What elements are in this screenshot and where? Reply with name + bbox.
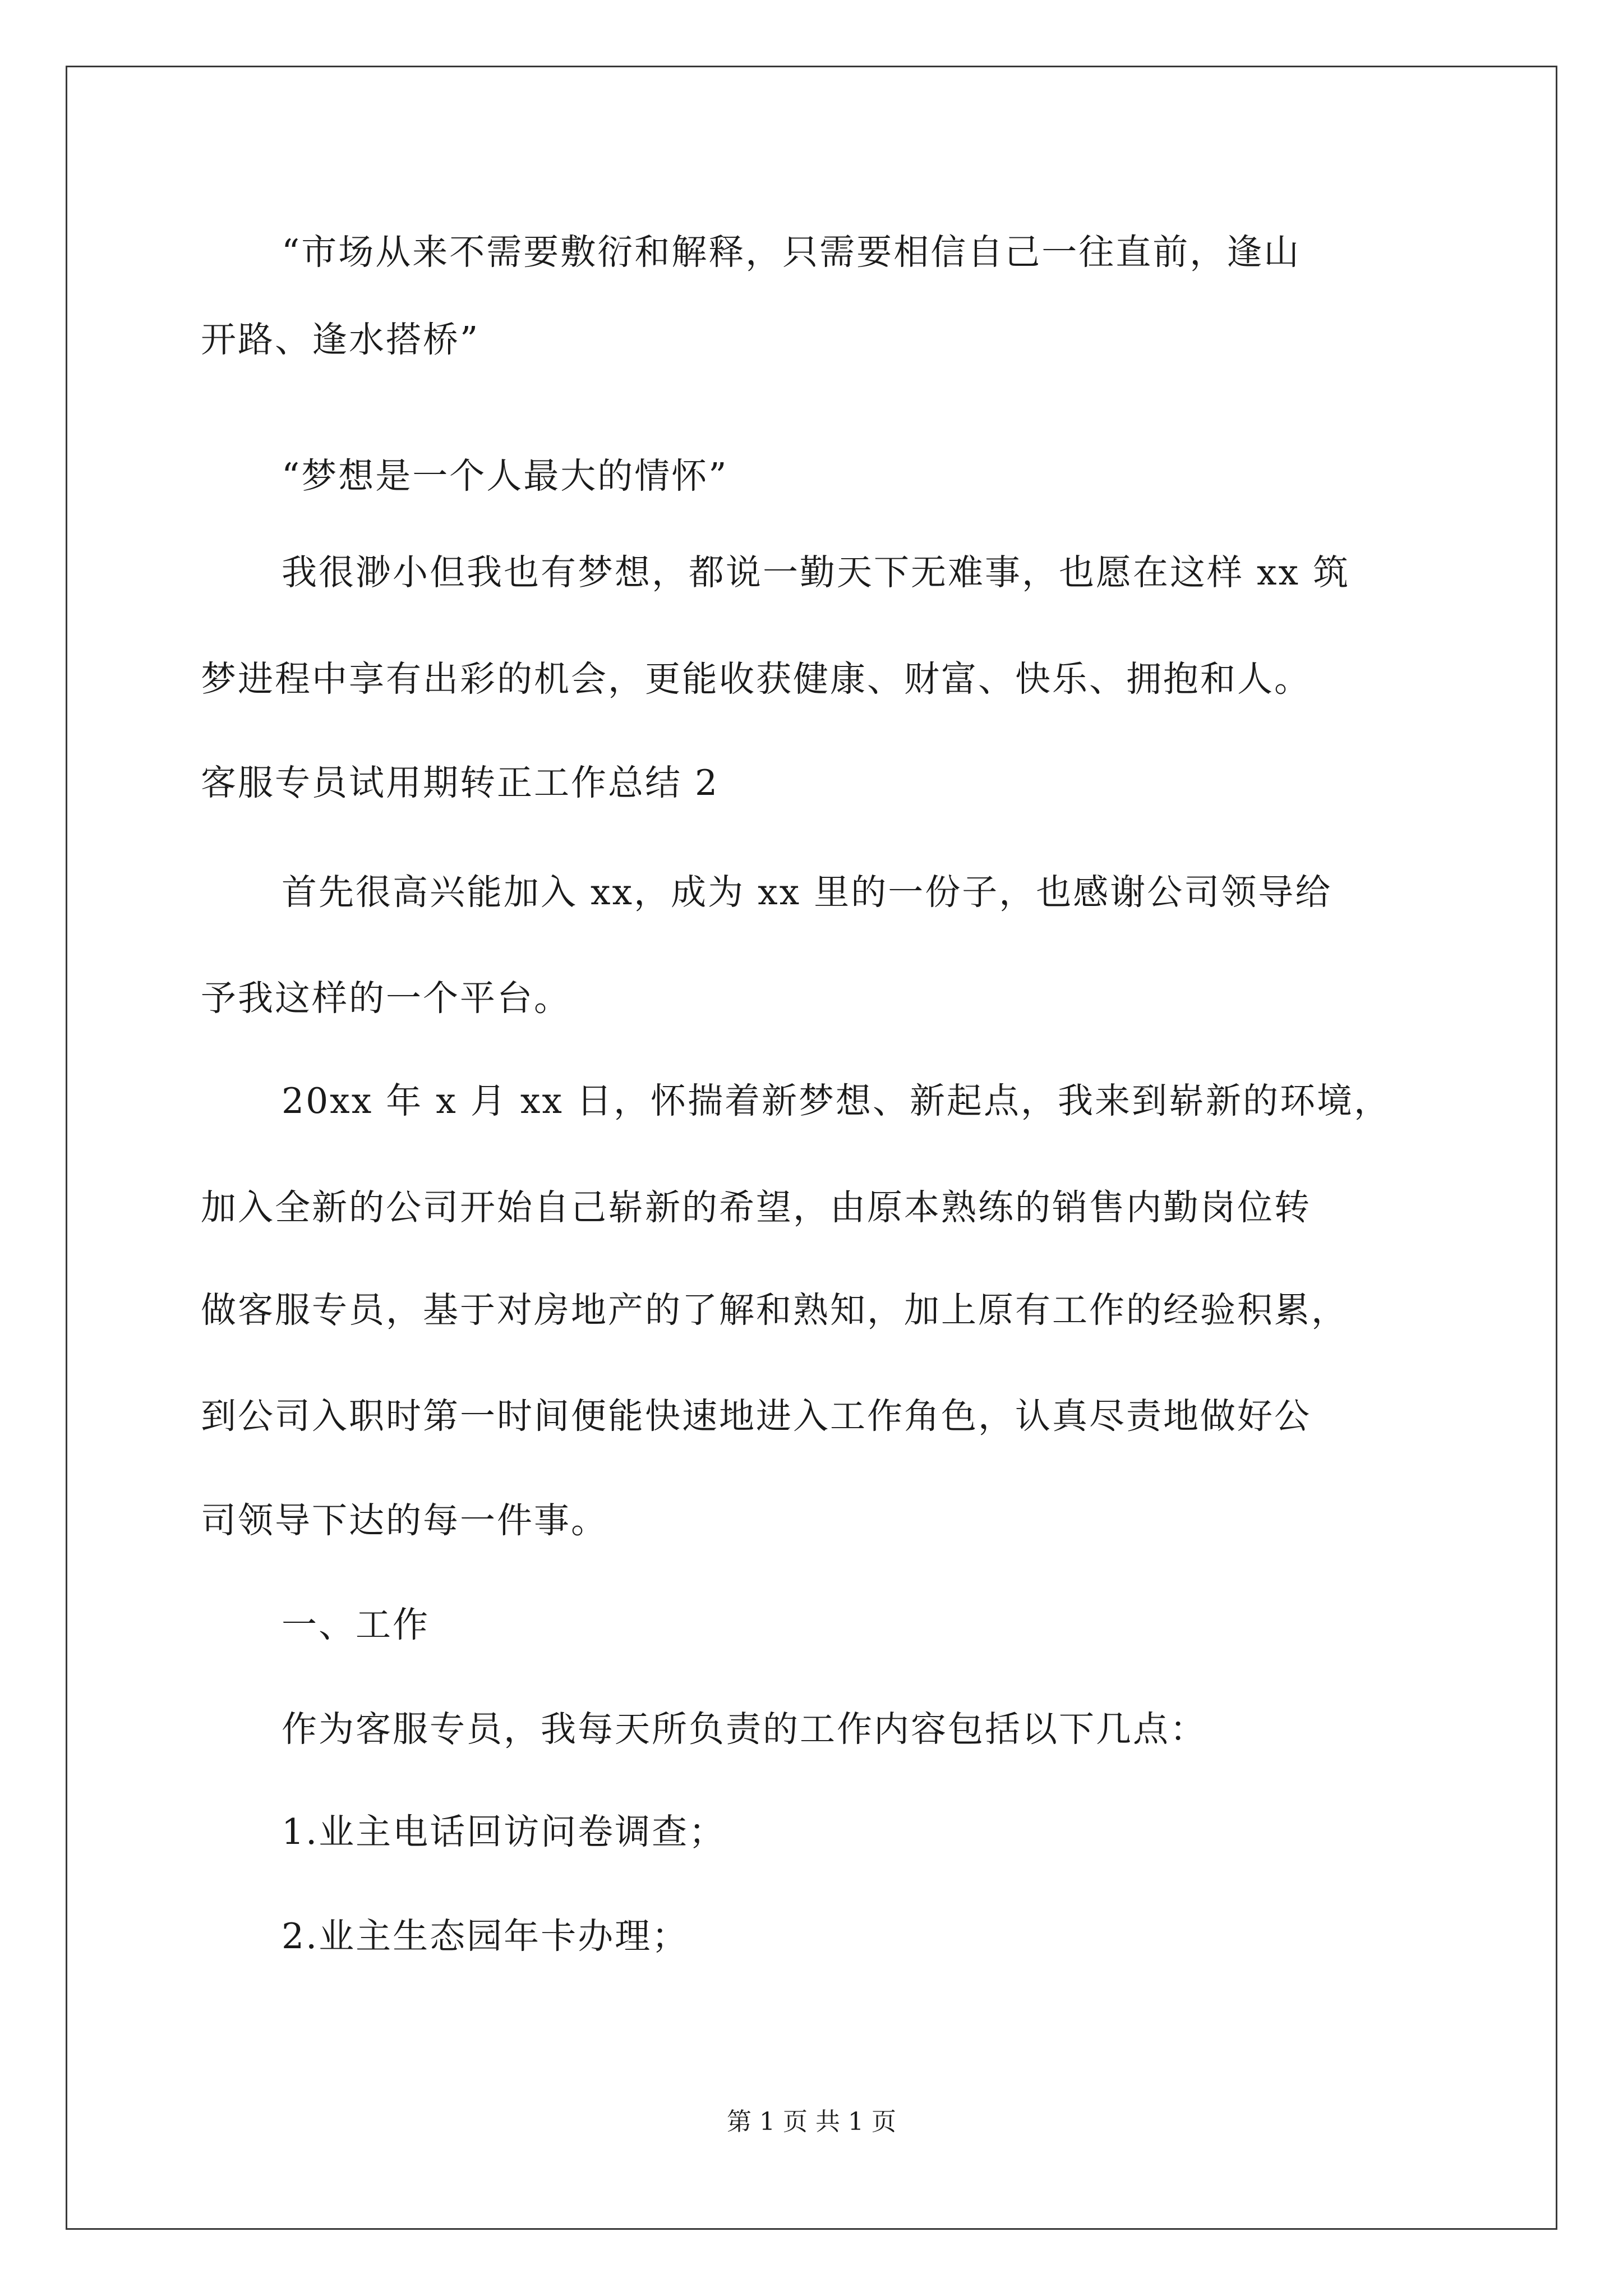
line-1: “市场从来不需要敷衍和解释，只需要相信自己一往直前，逢山 xyxy=(282,232,1301,273)
line-15: 作为客服专员，我每天所负责的工作内容包括以下几点： xyxy=(282,1709,1207,1750)
line-3: “梦想是一个人最大的情怀” xyxy=(282,455,728,496)
line-13: 司领导下达的每一件事。 xyxy=(201,1500,608,1541)
section-heading: 客服专员试用期转正工作总结 2 xyxy=(201,762,720,803)
line-4: 我很渺小但我也有梦想，都说一勤天下无难事，也愿在这样 xx 筑 xyxy=(282,552,1350,593)
subheading-work: 一、工作 xyxy=(282,1604,430,1645)
line-2: 开路、逢水搭桥” xyxy=(201,319,480,360)
line-7: 首先很高兴能加入 xx，成为 xx 里的一份子，也感谢公司领导给 xyxy=(282,872,1332,913)
line-9: 20xx 年 x 月 xx 日，怀揣着新梦想、新起点，我来到崭新的环境， xyxy=(282,1080,1391,1121)
page-footer: 第 1 页 共 1 页 xyxy=(727,2108,896,2136)
line-5: 梦进程中享有出彩的机会，更能收获健康、财富、快乐、拥抱和人。 xyxy=(201,659,1311,700)
list-item-2: 2.业主生态园年卡办理； xyxy=(282,1916,689,1957)
line-12: 到公司入职时第一时间便能快速地进入工作角色，认真尽责地做好公 xyxy=(201,1396,1311,1437)
line-8: 予我这样的一个平台。 xyxy=(201,978,571,1019)
line-10: 加入全新的公司开始自己崭新的希望，由原本熟练的销售内勤岗位转 xyxy=(201,1187,1311,1228)
line-11: 做客服专员，基于对房地产的了解和熟知，加上原有工作的经验积累， xyxy=(201,1290,1348,1331)
list-item-1: 1.业主电话回访问卷调查； xyxy=(282,1811,726,1852)
